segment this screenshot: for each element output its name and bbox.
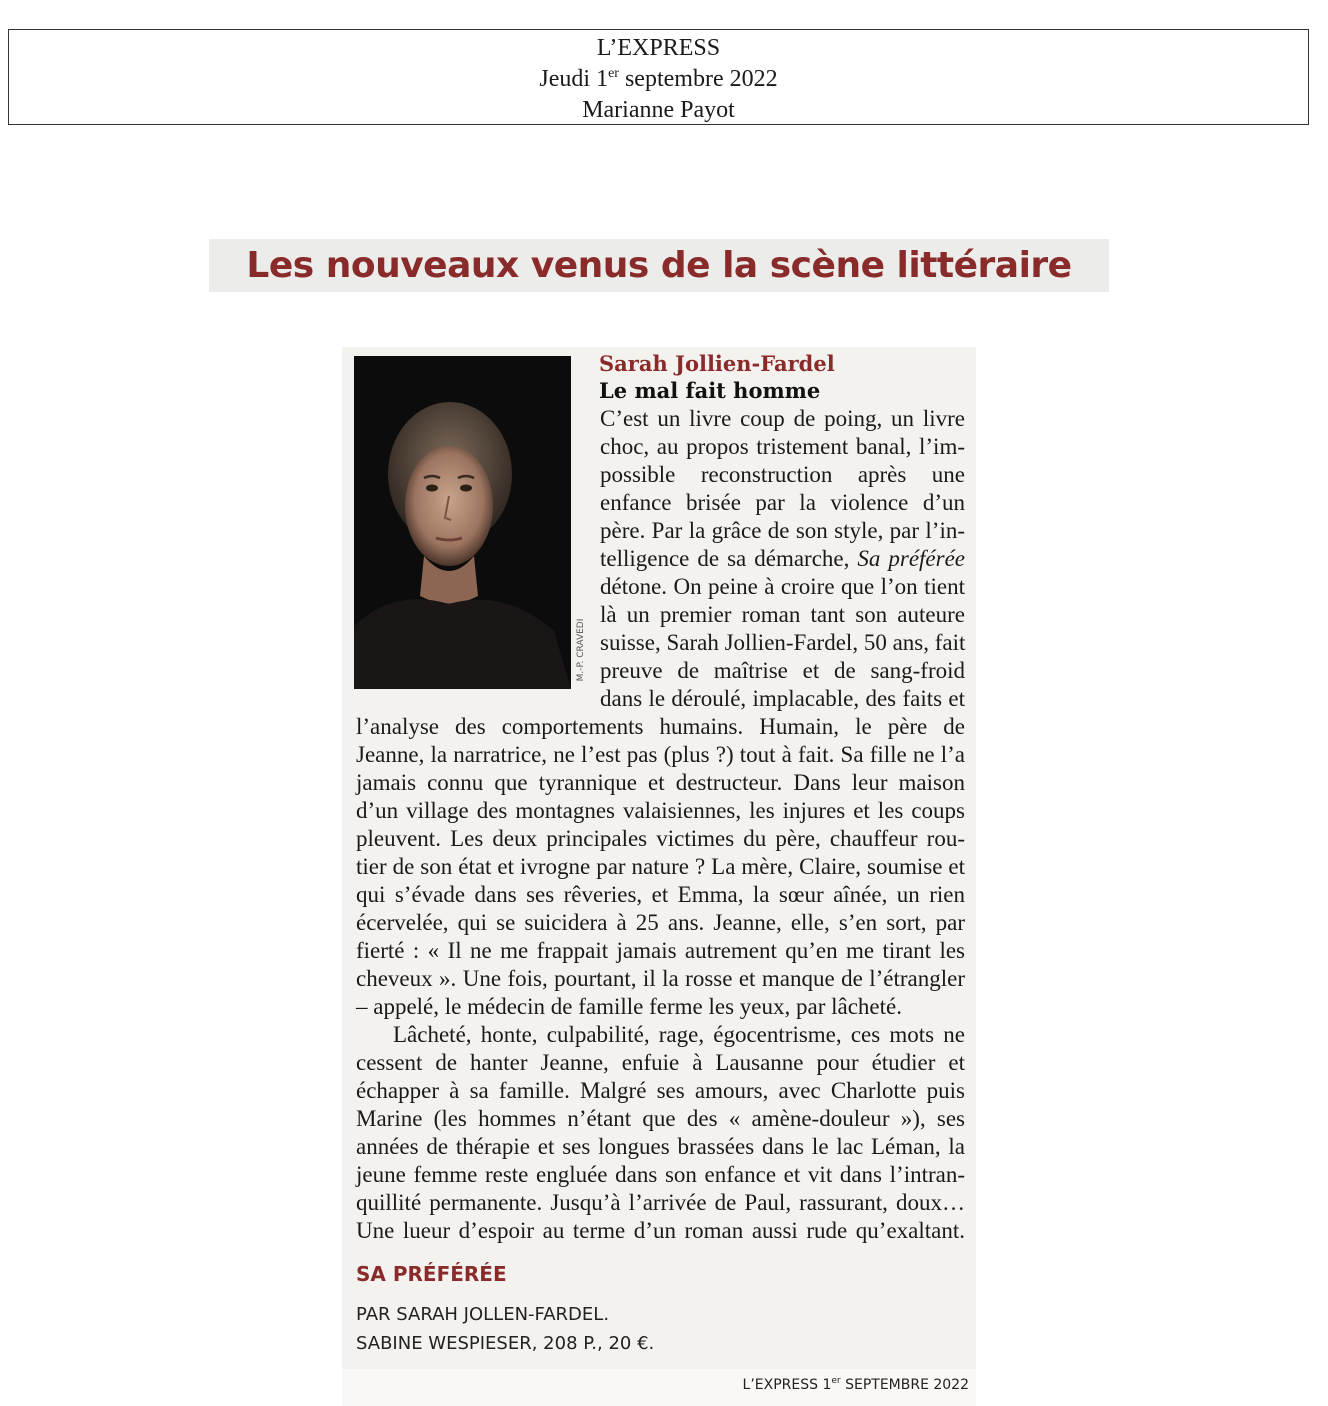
body-line: choc, au propos tristement banal, l’im- xyxy=(600,434,965,459)
body-line: Marine (les hommes n’étant que des « amène-douleur »), ses xyxy=(356,1106,965,1131)
headline: Les nouveaux venus de la scène littéraire xyxy=(246,245,1072,286)
body-line: pleuvent. Les deux principales victimes du père, chauffeur rou- xyxy=(356,826,965,851)
body-line: père. Par la grâce de son style, par l’in- xyxy=(600,518,965,543)
body-line: d’un village des montagnes valaisiennes, les injures et les coups xyxy=(356,798,965,823)
article-author: Marianne Payot xyxy=(582,97,735,123)
clipping-source: L’EXPRESS 1er SEPTEMBRE 2022 xyxy=(742,1376,969,1393)
body-line: Lâcheté, honte, culpabilité, rage, égocentrisme, ces mots ne xyxy=(393,1022,965,1047)
book-byline: PAR SARAH JOLLEN-FARDEL. xyxy=(356,1304,610,1325)
book-author-heading: Sarah Jollien-Fardel xyxy=(599,351,835,376)
body-line: échapper à sa famille. Malgré ses amours, avec Charlotte puis xyxy=(356,1078,965,1103)
headline-band xyxy=(209,239,1109,292)
body-line: jeune femme reste engluée dans son enfance et vit dans l’intran- xyxy=(356,1162,965,1187)
book-title-italic: Sa préférée xyxy=(857,546,965,571)
publication-date: Jeudi 1er septembre 2022 xyxy=(539,66,778,92)
body-line: – appelé, le médecin de famille ferme les yeux, par lâcheté. xyxy=(356,994,902,1019)
body-line: preuve de maîtrise et de sang-froid xyxy=(600,658,965,683)
photo-credit: M.-P. CRAVEDI xyxy=(576,618,586,682)
body-line: cessent de hanter Jeanne, enfuie à Lausanne pour étudier et xyxy=(356,1050,965,1075)
body-line: cheveux ». Une fois, pourtant, il la rosse et manque de l’étrangler xyxy=(356,966,965,991)
body-line: quillité permanente. Jusqu’à l’arrivée de Paul, rassurant, doux… xyxy=(356,1190,965,1215)
body-line: là un premier roman tant son auteure xyxy=(600,602,965,627)
body-line: détone. On peine à croire que l’on tient xyxy=(600,574,965,599)
body-line: jamais connu que tyrannique et destructeur. Dans leur maison xyxy=(356,770,965,795)
book-title: SA PRÉFÉRÉE xyxy=(356,1262,507,1286)
author-portrait xyxy=(354,356,571,689)
document-header xyxy=(8,29,1309,125)
body-line: tier de son état et ivrogne par nature ? La mère, Claire, soumise et xyxy=(356,854,965,879)
body-line: suisse, Sarah Jollien-Fardel, 50 ans, fait xyxy=(600,630,966,655)
publication-name: L’EXPRESS xyxy=(596,35,721,61)
body-line: enfance brisée par la violence d’un xyxy=(600,490,965,515)
body-line: années de thérapie et ses longues brassées dans le lac Léman, la xyxy=(356,1134,965,1159)
body-line: C’est un livre coup de poing, un livre xyxy=(600,406,965,431)
portrait-illustration xyxy=(354,356,571,689)
body-line: Une lueur d’espoir au terme d’un roman aussi rude qu’exaltant. xyxy=(356,1218,965,1243)
body-line: dans le déroulé, implacable, des faits et xyxy=(600,686,965,711)
body-line: fierté : « Il ne me frappait jamais autrement qu’en me tirant les xyxy=(356,938,965,963)
body-line: qui s’évade dans ses rêveries, et Emma, la sœur aînée, un rien xyxy=(356,882,965,907)
body-line: écervelée, qui se suicidera à 25 ans. Jeanne, elle, s’en sort, par xyxy=(356,910,965,935)
body-line: l’analyse des comportements humains. Humain, le père de xyxy=(356,714,965,739)
body-line: telligence de sa démarche, Sa préférée xyxy=(600,546,965,571)
body-line: Jeanne, la narratrice, ne l’est pas (plus ?) tout à fait. Sa fille ne l’a xyxy=(356,742,965,767)
body-line: possible reconstruction après une xyxy=(600,462,965,487)
book-publisher: SABINE WESPIESER, 208 P., 20 €. xyxy=(356,1333,655,1354)
article-title: Le mal fait homme xyxy=(599,378,821,403)
